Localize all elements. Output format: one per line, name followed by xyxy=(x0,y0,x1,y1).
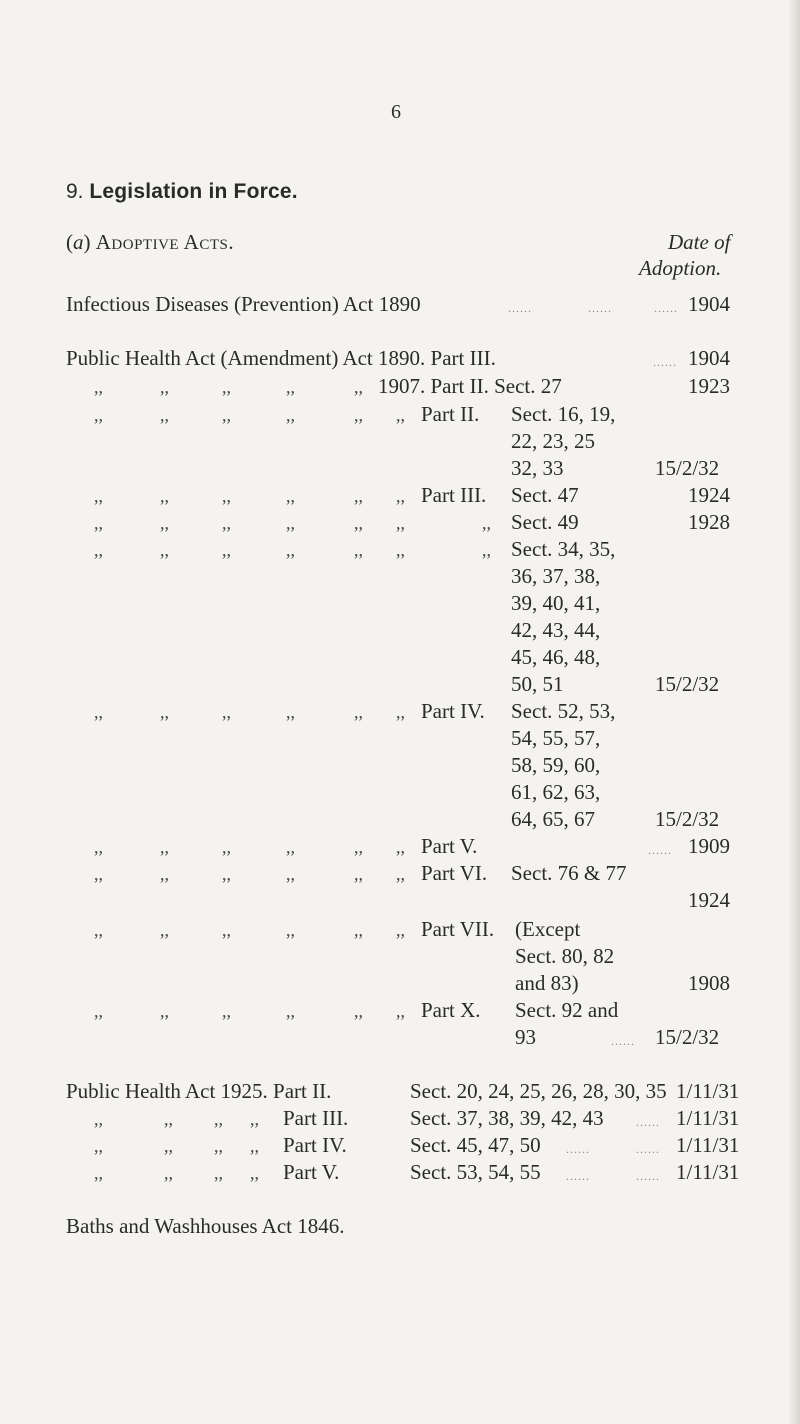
ditto-mark: ,, xyxy=(222,837,231,857)
ditto-mark: ,, xyxy=(354,920,363,940)
leader-dots: ...... xyxy=(648,843,672,857)
ditto-mark: ,, xyxy=(354,540,363,560)
ditto-mark: ,, xyxy=(354,702,363,722)
ditto-mark: ,, xyxy=(160,920,169,940)
ditto-mark: ,, xyxy=(94,540,103,560)
ditto-mark: ,, xyxy=(354,837,363,857)
entry-sections: 39, 40, 41, xyxy=(511,591,601,615)
entry-part: Part IV. xyxy=(421,699,485,723)
ditto-mark: ,, xyxy=(396,837,405,857)
ditto-mark: ,, xyxy=(482,513,491,533)
entry-date: 1/11/31 xyxy=(676,1133,740,1157)
entry-sections: 45, 46, 48, xyxy=(511,645,601,669)
ditto-mark: ,, xyxy=(222,513,231,533)
entry-sections: 32, 33 xyxy=(511,456,564,480)
leader-dots: ...... xyxy=(566,1142,590,1156)
ditto-mark: ,, xyxy=(354,1001,363,1021)
ditto-mark: ,, xyxy=(354,864,363,884)
ditto-mark: ,, xyxy=(94,837,103,857)
entry-part: Part VI. xyxy=(421,861,488,885)
ditto-mark: ,, xyxy=(222,864,231,884)
subsection-title: Adoptive Acts. xyxy=(95,230,235,254)
leader-dots: ...... xyxy=(636,1169,660,1183)
entry-date: 1/11/31 xyxy=(676,1106,740,1130)
ditto-mark: ,, xyxy=(354,513,363,533)
ditto-mark: ,, xyxy=(94,1001,103,1021)
entry-part: Part X. xyxy=(421,998,481,1022)
entry-date: 15/2/32 xyxy=(655,672,720,696)
ditto-mark: ,, xyxy=(222,920,231,940)
entry-sections: 64, 65, 67 xyxy=(511,807,595,831)
ditto-mark: ,, xyxy=(250,1136,259,1156)
ditto-mark: ,, xyxy=(214,1136,223,1156)
entry-date: 1924 xyxy=(688,888,730,912)
ditto-mark: ,, xyxy=(214,1163,223,1183)
entry-sections: (Except xyxy=(515,917,581,941)
ditto-mark: ,, xyxy=(160,864,169,884)
ditto-mark: ,, xyxy=(286,540,295,560)
entry-sections: 54, 55, 57, xyxy=(511,726,601,750)
ditto-mark: ,, xyxy=(354,486,363,506)
entry-date: 1928 xyxy=(688,510,730,534)
ditto-mark: ,, xyxy=(396,540,405,560)
entry-sections: Sect. 47 xyxy=(511,483,579,507)
entry-date: 15/2/32 xyxy=(655,1025,720,1049)
ditto-mark: ,, xyxy=(396,864,405,884)
subsection-heading: (a) Adoptive Acts. xyxy=(66,230,235,254)
ditto-mark: ,, xyxy=(286,377,295,397)
ditto-mark: ,, xyxy=(222,702,231,722)
entry-sections: 93 xyxy=(515,1025,536,1049)
entry-sections: Sect. 37, 38, 39, 42, 43 xyxy=(410,1106,604,1130)
ditto-mark: ,, xyxy=(396,486,405,506)
ditto-mark: ,, xyxy=(286,1001,295,1021)
ditto-mark: ,, xyxy=(94,486,103,506)
ditto-mark: ,, xyxy=(94,864,103,884)
entry-date: 1/11/31 xyxy=(676,1079,740,1103)
ditto-mark: ,, xyxy=(164,1163,173,1183)
ditto-mark: ,, xyxy=(94,702,103,722)
ditto-mark: ,, xyxy=(222,540,231,560)
entry-date: 1904 xyxy=(688,292,730,316)
ditto-mark: ,, xyxy=(214,1109,223,1129)
entry-sections: Sect. 34, 35, xyxy=(511,537,616,561)
ditto-mark: ,, xyxy=(160,486,169,506)
section-title: Legislation in Force. xyxy=(89,180,298,203)
leader-dots: ...... xyxy=(636,1115,660,1129)
section-number: 9. xyxy=(66,180,84,203)
entry-sections: Sect. 52, 53, xyxy=(511,699,616,723)
ditto-mark: ,, xyxy=(222,486,231,506)
entry-sections: Sect. 76 & 77 xyxy=(511,861,627,885)
ditto-mark: ,, xyxy=(396,1001,405,1021)
entry-date: 1904 xyxy=(688,346,730,370)
entry-part: Part IV. xyxy=(283,1133,347,1157)
leader-dots: ...... xyxy=(588,301,612,315)
ditto-mark: ,, xyxy=(250,1109,259,1129)
entry-sections: 36, 37, 38, xyxy=(511,564,601,588)
leader-dots: ...... xyxy=(611,1034,635,1048)
ditto-mark: ,, xyxy=(286,864,295,884)
ditto-mark: ,, xyxy=(164,1136,173,1156)
entry-date: 15/2/32 xyxy=(655,456,720,480)
entry-date: 1923 xyxy=(688,374,730,398)
ditto-mark: ,, xyxy=(222,1001,231,1021)
ditto-mark: ,, xyxy=(286,837,295,857)
ditto-mark: ,, xyxy=(286,920,295,940)
entry-date: 1908 xyxy=(688,971,730,995)
section-heading xyxy=(66,180,298,204)
entry-pha-1925-act: Public Health Act 1925. Part II. xyxy=(66,1079,332,1103)
ditto-mark: ,, xyxy=(94,513,103,533)
ditto-mark: ,, xyxy=(222,405,231,425)
entry-part: Part III. xyxy=(421,483,487,507)
entry-date: 1924 xyxy=(688,483,730,507)
page-number: 6 xyxy=(391,101,401,123)
entry-pha-1907-part2-sect27: 1907. Part II. Sect. 27 xyxy=(378,374,562,398)
ditto-mark: ,, xyxy=(160,1001,169,1021)
entry-pha-amendment-1890: Public Health Act (Amendment) Act 1890. Part III. xyxy=(66,346,496,370)
page-edge-shadow xyxy=(788,0,800,1424)
ditto-mark: ,, xyxy=(160,837,169,857)
entry-sections: Sect. 92 and xyxy=(515,998,619,1022)
entry-date: 1/11/31 xyxy=(676,1160,740,1184)
ditto-mark: ,, xyxy=(164,1109,173,1129)
ditto-mark: ,, xyxy=(396,513,405,533)
ditto-mark: ,, xyxy=(160,513,169,533)
leader-dots: ...... xyxy=(636,1142,660,1156)
entry-part: Part VII. xyxy=(421,917,495,941)
entry-sections: 50, 51 xyxy=(511,672,564,696)
ditto-mark: ,, xyxy=(354,405,363,425)
ditto-mark: ,, xyxy=(94,1163,103,1183)
ditto-mark: ,, xyxy=(160,377,169,397)
entry-date: 15/2/32 xyxy=(655,807,720,831)
entry-sections: 42, 43, 44, xyxy=(511,618,601,642)
ditto-mark: ,, xyxy=(482,540,491,560)
ditto-mark: ,, xyxy=(250,1163,259,1183)
entry-baths-washhouses: Baths and Washhouses Act 1846. xyxy=(66,1214,345,1238)
ditto-mark: ,, xyxy=(396,702,405,722)
ditto-mark: ,, xyxy=(94,920,103,940)
ditto-mark: ,, xyxy=(160,405,169,425)
ditto-mark: ,, xyxy=(286,405,295,425)
entry-part: Part II. xyxy=(421,402,480,426)
ditto-mark: ,, xyxy=(160,540,169,560)
entry-sections: Sect. 16, 19, xyxy=(511,402,616,426)
entry-sections: Sect. 20, 24, 25, 26, 28, 30, 35 xyxy=(410,1079,667,1103)
entry-sections: 58, 59, 60, xyxy=(511,753,601,777)
date-header-line2: Adoption. xyxy=(639,256,722,280)
ditto-mark: ,, xyxy=(286,513,295,533)
ditto-mark: ,, xyxy=(396,920,405,940)
entry-sections: Sect. 49 xyxy=(511,510,579,534)
entry-sections: and 83) xyxy=(515,971,579,995)
ditto-mark: ,, xyxy=(94,377,103,397)
ditto-mark: ,, xyxy=(222,377,231,397)
entry-part: Part V. xyxy=(283,1160,340,1184)
ditto-mark: ,, xyxy=(94,1109,103,1129)
ditto-mark: ,, xyxy=(94,405,103,425)
date-header-line1: Date of xyxy=(668,230,731,254)
leader-dots: ...... xyxy=(508,301,532,315)
leader-dots: ...... xyxy=(653,355,677,369)
entry-part: Part V. xyxy=(421,834,478,858)
ditto-mark: ,, xyxy=(396,405,405,425)
ditto-mark: ,, xyxy=(354,377,363,397)
entry-sections: Sect. 45, 47, 50 xyxy=(410,1133,541,1157)
leader-dots: ...... xyxy=(654,301,678,315)
ditto-mark: ,, xyxy=(160,702,169,722)
ditto-mark: ,, xyxy=(286,486,295,506)
ditto-mark: ,, xyxy=(94,1136,103,1156)
leader-dots: ...... xyxy=(566,1169,590,1183)
entry-part: Part III. xyxy=(283,1106,349,1130)
ditto-mark: ,, xyxy=(286,702,295,722)
entry-sections: Sect. 53, 54, 55 xyxy=(410,1160,541,1184)
entry-sections: Sect. 80, 82 xyxy=(515,944,615,968)
entry-sections: 61, 62, 63, xyxy=(511,780,601,804)
entry-date: 1909 xyxy=(688,834,730,858)
entry-sections: 22, 23, 25 xyxy=(511,429,595,453)
entry-infectious-diseases: Infectious Diseases (Prevention) Act 1890 xyxy=(66,292,421,316)
